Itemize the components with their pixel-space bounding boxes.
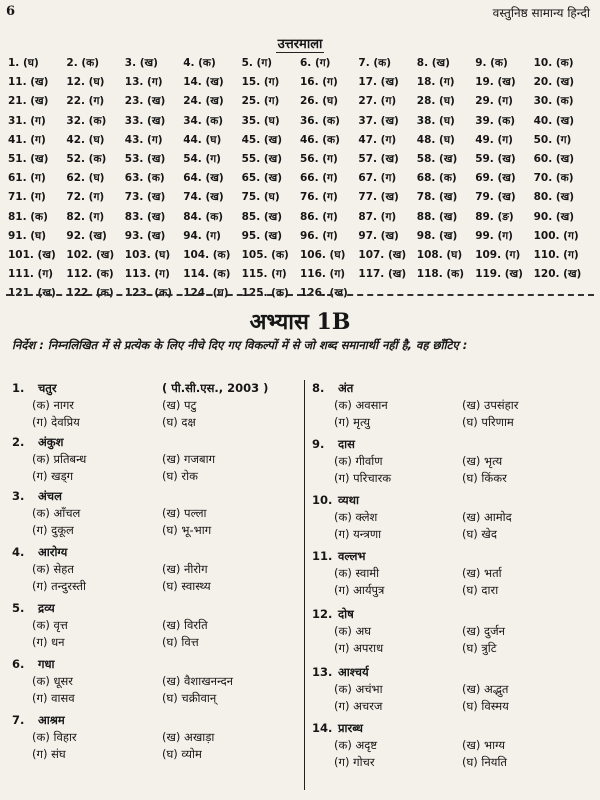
answer-key-item: 44. (घ): [183, 133, 222, 146]
running-head: वस्तुनिष्ठ सामान्य हिन्दी: [492, 6, 590, 20]
option-ka: (क) धूसर: [32, 674, 74, 688]
answer-key-item: 102. (ख): [66, 248, 115, 261]
question-14: [312, 720, 592, 771]
answer-key-item: 23. (ख): [124, 95, 166, 108]
answer-key-item: 28. (घ): [416, 95, 455, 108]
answer-key-item: 56. (ग): [300, 152, 338, 165]
answer-key-item: 111. (ग): [8, 268, 54, 281]
option-ka: (क) सेहत: [32, 562, 74, 576]
answer-key-item: 13. (ग): [124, 76, 163, 89]
question-9: [312, 436, 592, 487]
question-number: 3.: [12, 489, 25, 503]
answer-key-item: 115. (ग): [241, 268, 287, 281]
question-word: आश्चर्य: [338, 665, 369, 679]
answer-key-item: 68. (क): [416, 172, 457, 185]
option-gha: (घ) स्वास्थ्य: [162, 579, 211, 593]
question-source: ( पी.सी.एस., 2003 ): [162, 381, 269, 395]
option-kha: (ख) उपसंहार: [462, 398, 519, 412]
exercise-instruction: निर्देश : निम्नलिखित में से प्रत्येक के लिए नीचे दिए गए विकल्पों में से जो शब्द समानार्थी नहीं है, वह छाँटिए :: [12, 338, 468, 352]
question-8: [312, 380, 592, 431]
answer-key-item: 96. (ग): [300, 229, 338, 242]
answer-key-item: 59. (ख): [475, 152, 516, 165]
answer-key-item: 46. (क): [300, 133, 340, 146]
answer-key-item: 100. (ग): [533, 229, 579, 242]
answer-key-item: 37. (ख): [358, 114, 399, 127]
answer-key-item: 1. (घ): [8, 57, 39, 69]
answer-key-item: 81. (क): [8, 210, 48, 223]
option-ga: (ग) देवप्रिय: [32, 415, 80, 429]
option-ga: (ग) धन: [32, 635, 65, 649]
option-ga: (ग) तन्दुरस्ती: [32, 579, 87, 593]
option-ka: (क) आँचल: [32, 506, 81, 520]
answer-key-item: 34. (क): [183, 114, 224, 127]
answer-key-item: 55. (ख): [241, 152, 283, 165]
answer-key-item: 73. (ख): [124, 191, 166, 204]
answer-key-item: 45. (ख): [241, 133, 283, 146]
answer-key-item: 12. (घ): [66, 76, 105, 89]
option-gha: (घ) खेद: [462, 527, 497, 541]
question-word: व्यथा: [338, 493, 359, 507]
answer-key-item: 112. (क): [66, 268, 114, 281]
answer-key-item: 4. (क): [183, 57, 216, 69]
answer-key-item: 95. (ख): [241, 229, 283, 242]
answer-key-item: 54. (ग): [183, 152, 221, 165]
option-ga: (ग) संघ: [32, 747, 66, 761]
answer-key-grid: [8, 54, 592, 303]
answer-key-item: 63. (क): [124, 172, 165, 185]
answer-key-item: 94. (ग): [183, 229, 221, 242]
question-6: [12, 656, 298, 707]
question-11: [312, 548, 592, 599]
question-word: दास: [338, 437, 355, 451]
answer-key-item: 98. (ख): [416, 229, 458, 242]
answer-key-item: 77. (ख): [358, 191, 399, 204]
answer-key-item: 124. (घ): [183, 287, 229, 300]
answer-key-item: 92. (ख): [66, 229, 107, 242]
answer-key-item: 88. (ख): [416, 210, 458, 223]
answer-key-item: 26. (घ): [300, 95, 339, 108]
answer-key-item: 32. (क): [66, 114, 107, 127]
answer-key-item: 84. (क): [183, 210, 224, 223]
answer-key-item: 80. (ख): [533, 191, 575, 204]
answer-key-item: 48. (घ): [416, 133, 455, 146]
option-kha: (ख) दुर्जन: [462, 624, 506, 638]
answer-key-item: 29. (ग): [475, 95, 513, 108]
option-ka: (क) अदृष्ट: [334, 738, 378, 752]
answer-key-item: 17. (ख): [358, 76, 399, 89]
answer-key-item: 97. (ख): [358, 229, 399, 242]
answer-key-item: 60. (ख): [533, 152, 575, 165]
answer-key-item: 5. (ग): [241, 57, 273, 69]
question-word: दोष: [338, 607, 354, 621]
question-word: आरोग्य: [38, 545, 68, 559]
answer-key-item: 105. (क): [241, 248, 289, 261]
question-number: 2.: [12, 435, 25, 449]
answer-key-item: 78. (ख): [416, 191, 458, 204]
answer-key-item: 18. (ग): [416, 76, 455, 89]
answer-key-item: 2. (क): [66, 57, 100, 69]
answer-key-item: 57. (ख): [358, 152, 399, 165]
answer-key-item: 22. (ग): [66, 95, 105, 108]
answer-key-item: 79. (ख): [475, 191, 516, 204]
answer-key-item: 118. (क): [416, 268, 465, 281]
option-gha: (घ) विस्मय: [462, 699, 509, 713]
answer-key-item: 25. (ग): [241, 95, 280, 108]
answer-key-item: 21. (ख): [8, 95, 49, 108]
answer-key-item: 71. (ग): [8, 191, 46, 204]
answer-key-item: 52. (क): [66, 152, 107, 165]
option-ka: (क) अचंभा: [334, 682, 383, 696]
question-word: आश्रम: [38, 713, 65, 727]
question-number: 1.: [12, 381, 25, 395]
option-ga: (ग) अपराध: [334, 641, 384, 655]
answer-key-item: 64. (ख): [183, 172, 224, 185]
option-ka: (क) स्वामी: [334, 566, 380, 580]
question-number: 8.: [312, 381, 325, 395]
answer-key-item: 70. (क): [533, 172, 574, 185]
exercise-title: अभ्यास 1B: [249, 309, 351, 335]
option-gha: (घ) किंकर: [462, 471, 507, 485]
answer-key-item: 33. (ख): [124, 114, 166, 127]
option-gha: (घ) भू-भाग: [162, 523, 212, 537]
answer-key-item: 125. (क): [241, 287, 289, 300]
question-number: 13.: [312, 665, 333, 679]
answer-key-item: 122. (क): [66, 287, 114, 300]
answer-key-item: 31. (ग): [8, 114, 46, 127]
question-3: [12, 488, 298, 539]
answer-key-item: 85. (ख): [241, 210, 283, 223]
option-ga: (ग) अचरज: [334, 699, 383, 713]
option-ga: (ग) खड्ग: [32, 469, 74, 483]
answer-key-item: 30. (क): [533, 95, 574, 108]
question-number: 6.: [12, 657, 25, 671]
answer-key-item: 103. (घ): [124, 248, 171, 261]
answer-key-item: 108. (घ): [416, 248, 463, 261]
option-gha: (घ) नियति: [462, 755, 507, 769]
answer-key-item: 43. (ग): [124, 133, 163, 146]
page-number: 6: [6, 4, 16, 19]
answer-key-item: 51. (ख): [8, 152, 49, 165]
answer-key-item: 7. (क): [358, 57, 392, 69]
option-kha: (ख) भृत्य: [462, 454, 503, 468]
answer-key-item: 3. (ख): [124, 57, 158, 69]
answer-key-item: 19. (ख): [475, 76, 516, 89]
option-gha: (घ) चक्रीवान्: [162, 691, 217, 705]
question-word: प्रारब्ध: [338, 721, 363, 735]
option-gha: (घ) परिणाम: [462, 415, 514, 429]
option-ga: (ग) यन्त्रणा: [334, 527, 382, 541]
question-word: द्रव्य: [38, 601, 55, 615]
column-divider: [304, 380, 305, 790]
answer-key-item: 93. (ख): [124, 229, 166, 242]
answer-key-item: 58. (ख): [416, 152, 458, 165]
answer-key-item: 114. (क): [183, 268, 231, 281]
question-number: 5.: [12, 601, 25, 615]
option-ka: (क) क्लेश: [334, 510, 378, 524]
answer-key-item: 41. (ग): [8, 133, 46, 146]
answer-key-item: 123. (क): [124, 287, 173, 300]
answer-key-item: 10. (क): [533, 57, 574, 69]
answer-key-title-text: उत्तरमाला: [277, 37, 323, 52]
answer-key-item: 35. (घ): [241, 114, 280, 127]
option-kha: (ख) गजबाग: [162, 452, 216, 466]
answer-key-item: 11. (ख): [8, 76, 49, 89]
answer-key-item: 106. (घ): [300, 248, 346, 261]
question-number: 7.: [12, 713, 25, 727]
answer-key-item: 20. (ख): [533, 76, 575, 89]
question-7: [12, 712, 298, 763]
question-13: [312, 664, 592, 715]
answer-key-item: 113. (ग): [124, 268, 170, 281]
option-kha: (ख) भाग्य: [462, 738, 505, 752]
option-ka: (क) वृत्त: [32, 618, 68, 632]
answer-key-item: 39. (क): [475, 114, 516, 127]
answer-key-item: 66. (ग): [300, 172, 338, 185]
option-kha: (ख) पल्ला: [162, 506, 207, 520]
question-1: [12, 380, 298, 431]
answer-key-item: 110. (ग): [533, 248, 579, 261]
answer-key-item: 69. (ख): [475, 172, 516, 185]
option-ga: (ग) गोचर: [334, 755, 375, 769]
answer-key-item: 126. (ख): [300, 287, 348, 300]
answer-key-item: 101. (ख): [8, 248, 56, 261]
option-kha: (ख) विरति: [162, 618, 208, 632]
question-number: 10.: [312, 493, 333, 507]
answer-key-item: 117. (ख): [358, 268, 407, 281]
answer-key-item: 65. (ख): [241, 172, 283, 185]
answer-key-item: 90. (ख): [533, 210, 575, 223]
option-gha: (घ) वित्त: [162, 635, 199, 649]
question-number: 12.: [312, 607, 333, 621]
answer-key-item: 109. (ग): [475, 248, 521, 261]
answer-key-item: 89. (ङ): [475, 210, 514, 223]
option-ga: (ग) परिचारक: [334, 471, 392, 485]
question-number: 14.: [312, 721, 333, 735]
answer-key-item: 24. (ख): [183, 95, 224, 108]
answer-key-item: 49. (ग): [475, 133, 513, 146]
question-word: अंकुश: [38, 435, 64, 449]
answer-key-item: 116. (ग): [300, 268, 346, 281]
option-gha: (घ) रोक: [162, 469, 198, 483]
answer-key-item: 86. (ग): [300, 210, 338, 223]
option-ga: (ग) दुकूल: [32, 523, 74, 537]
option-kha: (ख) वैशाखनन्दन: [162, 674, 234, 688]
option-gha: (घ) व्योम: [162, 747, 202, 761]
question-5: [12, 600, 298, 651]
answer-key-item: 107. (ख): [358, 248, 407, 261]
answer-key-item: 99. (ग): [475, 229, 513, 242]
option-kha: (ख) अखाड़ा: [162, 730, 215, 744]
answer-key-item: 16. (ग): [300, 76, 338, 89]
question-number: 4.: [12, 545, 25, 559]
question-word: गधा: [38, 657, 55, 671]
answer-key-item: 9. (क): [475, 57, 508, 69]
answer-key-title: [0, 34, 600, 52]
option-gha: (घ) दारा: [462, 583, 499, 597]
option-ka: (क) नागर: [32, 398, 74, 412]
question-word: वल्लभ: [338, 549, 366, 563]
answer-key-item: 104. (क): [183, 248, 231, 261]
dashed-divider: [6, 294, 594, 296]
question-number: 9.: [312, 437, 325, 451]
answer-key-item: 36. (क): [300, 114, 340, 127]
answer-key-item: 82. (ग): [66, 210, 105, 223]
answer-key-item: 62. (घ): [66, 172, 105, 185]
option-ga: (ग) आर्यपुत्र: [334, 583, 385, 597]
question-word: चतुर: [38, 381, 57, 395]
answer-key-item: 15. (ग): [241, 76, 280, 89]
option-ga: (ग) मृत्यु: [334, 415, 370, 429]
answer-key-item: 6. (ग): [300, 57, 331, 69]
option-ka: (क) अवसान: [334, 398, 388, 412]
option-kha: (ख) आमोद: [462, 510, 512, 524]
answer-key-item: 42. (घ): [66, 133, 105, 146]
option-ka: (क) विहार: [32, 730, 77, 744]
answer-key-item: 75. (घ): [241, 191, 280, 204]
question-word: अंचल: [38, 489, 62, 503]
option-kha: (ख) अद्भुत: [462, 682, 509, 696]
answer-key-item: 61. (ग): [8, 172, 46, 185]
answer-key-item: 40. (ख): [533, 114, 575, 127]
question-word: अंत: [338, 381, 354, 395]
answer-key-item: 38. (घ): [416, 114, 455, 127]
question-4: [12, 544, 298, 595]
answer-key-item: 27. (ग): [358, 95, 397, 108]
answer-key-item: 53. (ख): [124, 152, 166, 165]
question-10: [312, 492, 592, 543]
answer-key-item: 91. (घ): [8, 229, 47, 242]
option-kha: (ख) नीरोग: [162, 562, 208, 576]
answer-key-item: 83. (ख): [124, 210, 166, 223]
answer-key-item: 74. (ख): [183, 191, 224, 204]
answer-key-item: 67. (ग): [358, 172, 397, 185]
answer-key-item: 120. (ख): [533, 268, 582, 281]
answer-key-item: 8. (ख): [416, 57, 450, 69]
option-ka: (क) गीर्वाण: [334, 454, 383, 468]
option-kha: (ख) भर्ता: [462, 566, 502, 580]
answer-key-item: 76. (ग): [300, 191, 338, 204]
question-12: [312, 606, 592, 657]
option-kha: (ख) पटु: [162, 398, 197, 412]
option-ka: (क) प्रतिबन्ध: [32, 452, 87, 466]
answer-key-item: 50. (ग): [533, 133, 572, 146]
answer-key-item: 121. (ख): [8, 287, 56, 300]
answer-key-item: 14. (ख): [183, 76, 224, 89]
answer-key-item: 47. (ग): [358, 133, 397, 146]
answer-key-item: 87. (ग): [358, 210, 397, 223]
option-ga: (ग) वासव: [32, 691, 75, 705]
answer-key-item: 72. (ग): [66, 191, 105, 204]
question-2: [12, 434, 298, 485]
option-gha: (घ) दक्ष: [162, 415, 196, 429]
option-ka: (क) अघ: [334, 624, 372, 638]
answer-key-item: 119. (ख): [475, 268, 523, 281]
question-number: 11.: [312, 549, 333, 563]
option-gha: (घ) त्रुटि: [462, 641, 497, 655]
